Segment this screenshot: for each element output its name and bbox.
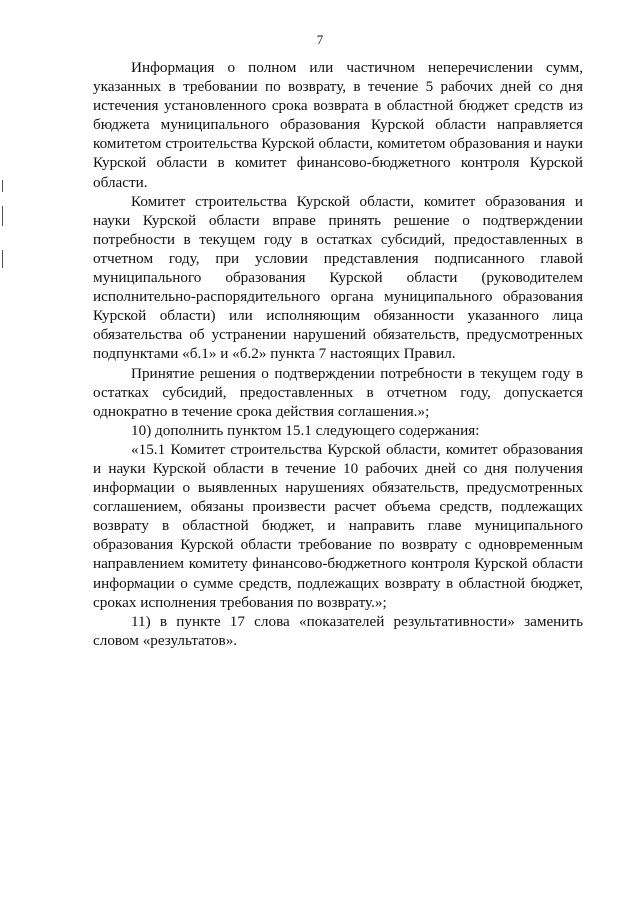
paragraph-decision-once: Принятие решения о подтверждении потребности в текущем году в остатках субсидий, предоставленных в отчетном году, допускается однократно в течение срока действия соглашения.»; xyxy=(93,364,583,420)
document-body xyxy=(93,58,583,650)
page-number: 7 xyxy=(316,32,324,47)
paragraph-committee-decision: Комитет строительства Курской области, комитет образования и науки Курской области вправе принять решение о подтверждении потребности в текущем году в остатках субсидий, предоставленных в отчетном году, при условии представления подписанного главой муниципального образования Курской области (руководителем исполнительно-распорядительного органа муниципального образования Курской области) или исполняющим обязанности указанного лица обязательства об устранении нарушений обязательств, предусмотренных подпунктами «б.1» и «б.2» пункта 7 настоящих Правил. xyxy=(93,192,583,363)
paragraph-item-10: 10) дополнить пунктом 15.1 следующего содержания: xyxy=(131,421,480,439)
paragraph-item-15-1: «15.1 Комитет строительства Курской области, комитет образования и науки Курской области в течение 10 рабочих дней со дня получения информации о выявленных нарушениях обязательств, предусмотренных соглашением, обязаны произвести расчет объема средств, подлежащих возврату в областной бюджет, и направить главе муниципального образования Курской области требование по возврату с одновременным направлением комитету финансово-бюджетного контроля Курской области информации о сумме средств, подлежащих возврату в областной бюджет, сроках исполнения требования по возврату.»; xyxy=(93,440,583,611)
paragraph-information-nonpayment: Информация о полном или частичном неперечислении сумм, указанных в требовании по возврату, в течение 5 рабочих дней со дня истечения установленного срока возврата в областной бюджет средств из бюджета муниципального образования Курской области направляется комитетом строительства Курской области, комитетом образования и науки Курской области в комитет финансово-бюджетного контроля Курской области. xyxy=(93,59,583,191)
margin-scan-mark xyxy=(2,206,3,226)
margin-scan-mark xyxy=(2,180,3,192)
margin-scan-mark xyxy=(2,250,3,268)
paragraph-item-11: 11) в пункте 17 слова «показателей результативности» заменить словом «результатов». xyxy=(93,612,583,649)
